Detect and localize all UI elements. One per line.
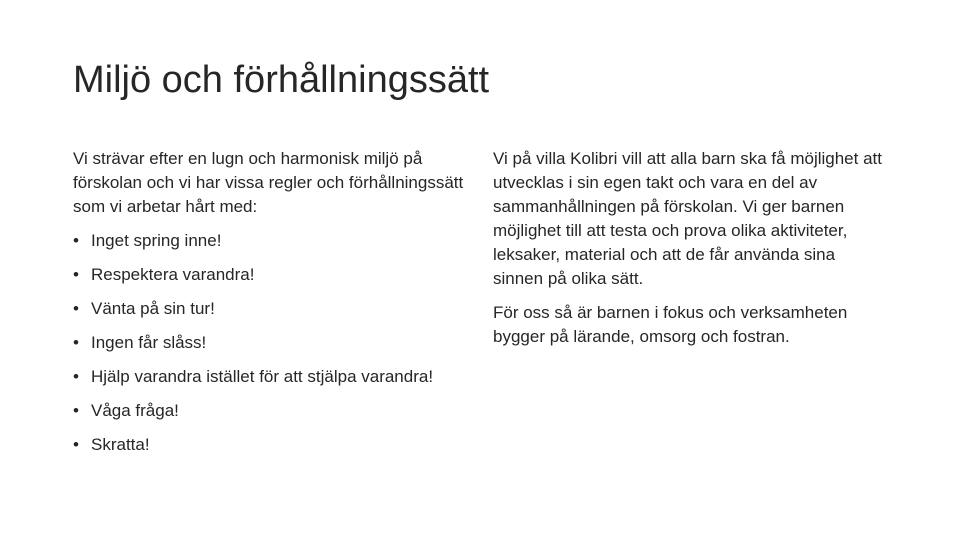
list-item <box>73 365 473 389</box>
list-item <box>73 229 473 253</box>
vision-paragraph: Vi på villa Kolibri vill att alla barn ska få möjlighet att utvecklas i sin egen takt och vara en del av sammanhållningen på förskolan. Vi ger barnen möjlighet till att testa och prova olika aktiviteter, leksaker, material och att de får använda sina sinnen på olika sätt. <box>493 149 882 288</box>
focus-paragraph: För oss så är barnen i fokus och verksamheten bygger på lärande, omsorg och fostran. <box>493 303 848 346</box>
list-item-text: Ingen får slåss! <box>91 333 207 352</box>
list-item-text: Respektera varandra! <box>91 265 255 284</box>
bullet-icon: • <box>73 435 79 454</box>
bullet-icon: • <box>73 401 79 420</box>
intro-paragraph: Vi strävar efter en lugn och harmonisk miljö på förskolan och vi har vissa regler och förhållningssätt som vi arbetar hårt med: <box>73 149 464 216</box>
slide-title: Miljö och förhållningssätt <box>73 59 490 101</box>
list-item <box>73 331 473 355</box>
list-item-text: Skratta! <box>91 435 150 454</box>
bullet-icon: • <box>73 367 79 386</box>
list-item <box>73 297 473 321</box>
list-item <box>73 399 473 423</box>
bullet-icon: • <box>73 333 79 352</box>
bullet-icon: • <box>73 231 79 250</box>
rules-list <box>73 229 473 457</box>
left-column <box>73 147 473 467</box>
list-item-text: Våga fråga! <box>91 401 179 420</box>
bullet-icon: • <box>73 265 79 284</box>
list-item-text: Vänta på sin tur! <box>91 299 215 318</box>
right-column <box>493 147 888 359</box>
bullet-icon: • <box>73 299 79 318</box>
list-item <box>73 433 473 457</box>
list-item-text: Hjälp varandra istället för att stjälpa varandra! <box>91 367 434 386</box>
list-item-text: Inget spring inne! <box>91 231 222 250</box>
list-item <box>73 263 473 287</box>
